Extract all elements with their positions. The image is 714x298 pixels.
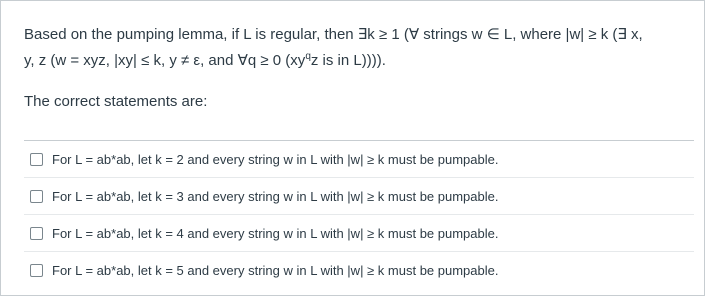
question-line-2-start: y, z (w = xyz, |xy| ≤ k, y ≠ ε, and ∀q ≥ 0 (xy bbox=[24, 52, 306, 69]
checkbox[interactable] bbox=[30, 153, 43, 166]
answer-label: For L = ab*ab, let k = 3 and every string w in L with |w| ≥ k must be pumpable. bbox=[52, 188, 499, 204]
checkbox[interactable] bbox=[30, 190, 43, 203]
question-text bbox=[24, 22, 694, 115]
checkbox[interactable] bbox=[30, 264, 43, 277]
answer-option-1[interactable] bbox=[24, 141, 694, 178]
answer-option-4[interactable] bbox=[24, 252, 694, 289]
answer-option-3[interactable] bbox=[24, 215, 694, 252]
answer-option-2[interactable] bbox=[24, 178, 694, 215]
answer-list bbox=[24, 140, 694, 289]
answer-label: For L = ab*ab, let k = 2 and every string w in L with |w| ≥ k must be pumpable. bbox=[52, 151, 499, 167]
question-line-1: Based on the pumping lemma, if L is regular, then ∃k ≥ 1 (∀ strings w ∈ L, where |w| ≥ k (∃ x, bbox=[24, 26, 643, 43]
question-line-2-end: z is in L)))). bbox=[310, 52, 386, 69]
question-superscript: q bbox=[305, 51, 311, 62]
answer-label: For L = ab*ab, let k = 4 and every string w in L with |w| ≥ k must be pumpable. bbox=[52, 225, 499, 241]
checkbox[interactable] bbox=[30, 227, 43, 240]
answers-prompt: The correct statements are: bbox=[24, 93, 208, 110]
answer-label: For L = ab*ab, let k = 5 and every string w in L with |w| ≥ k must be pumpable. bbox=[52, 263, 499, 278]
question-line-2 bbox=[24, 48, 694, 74]
